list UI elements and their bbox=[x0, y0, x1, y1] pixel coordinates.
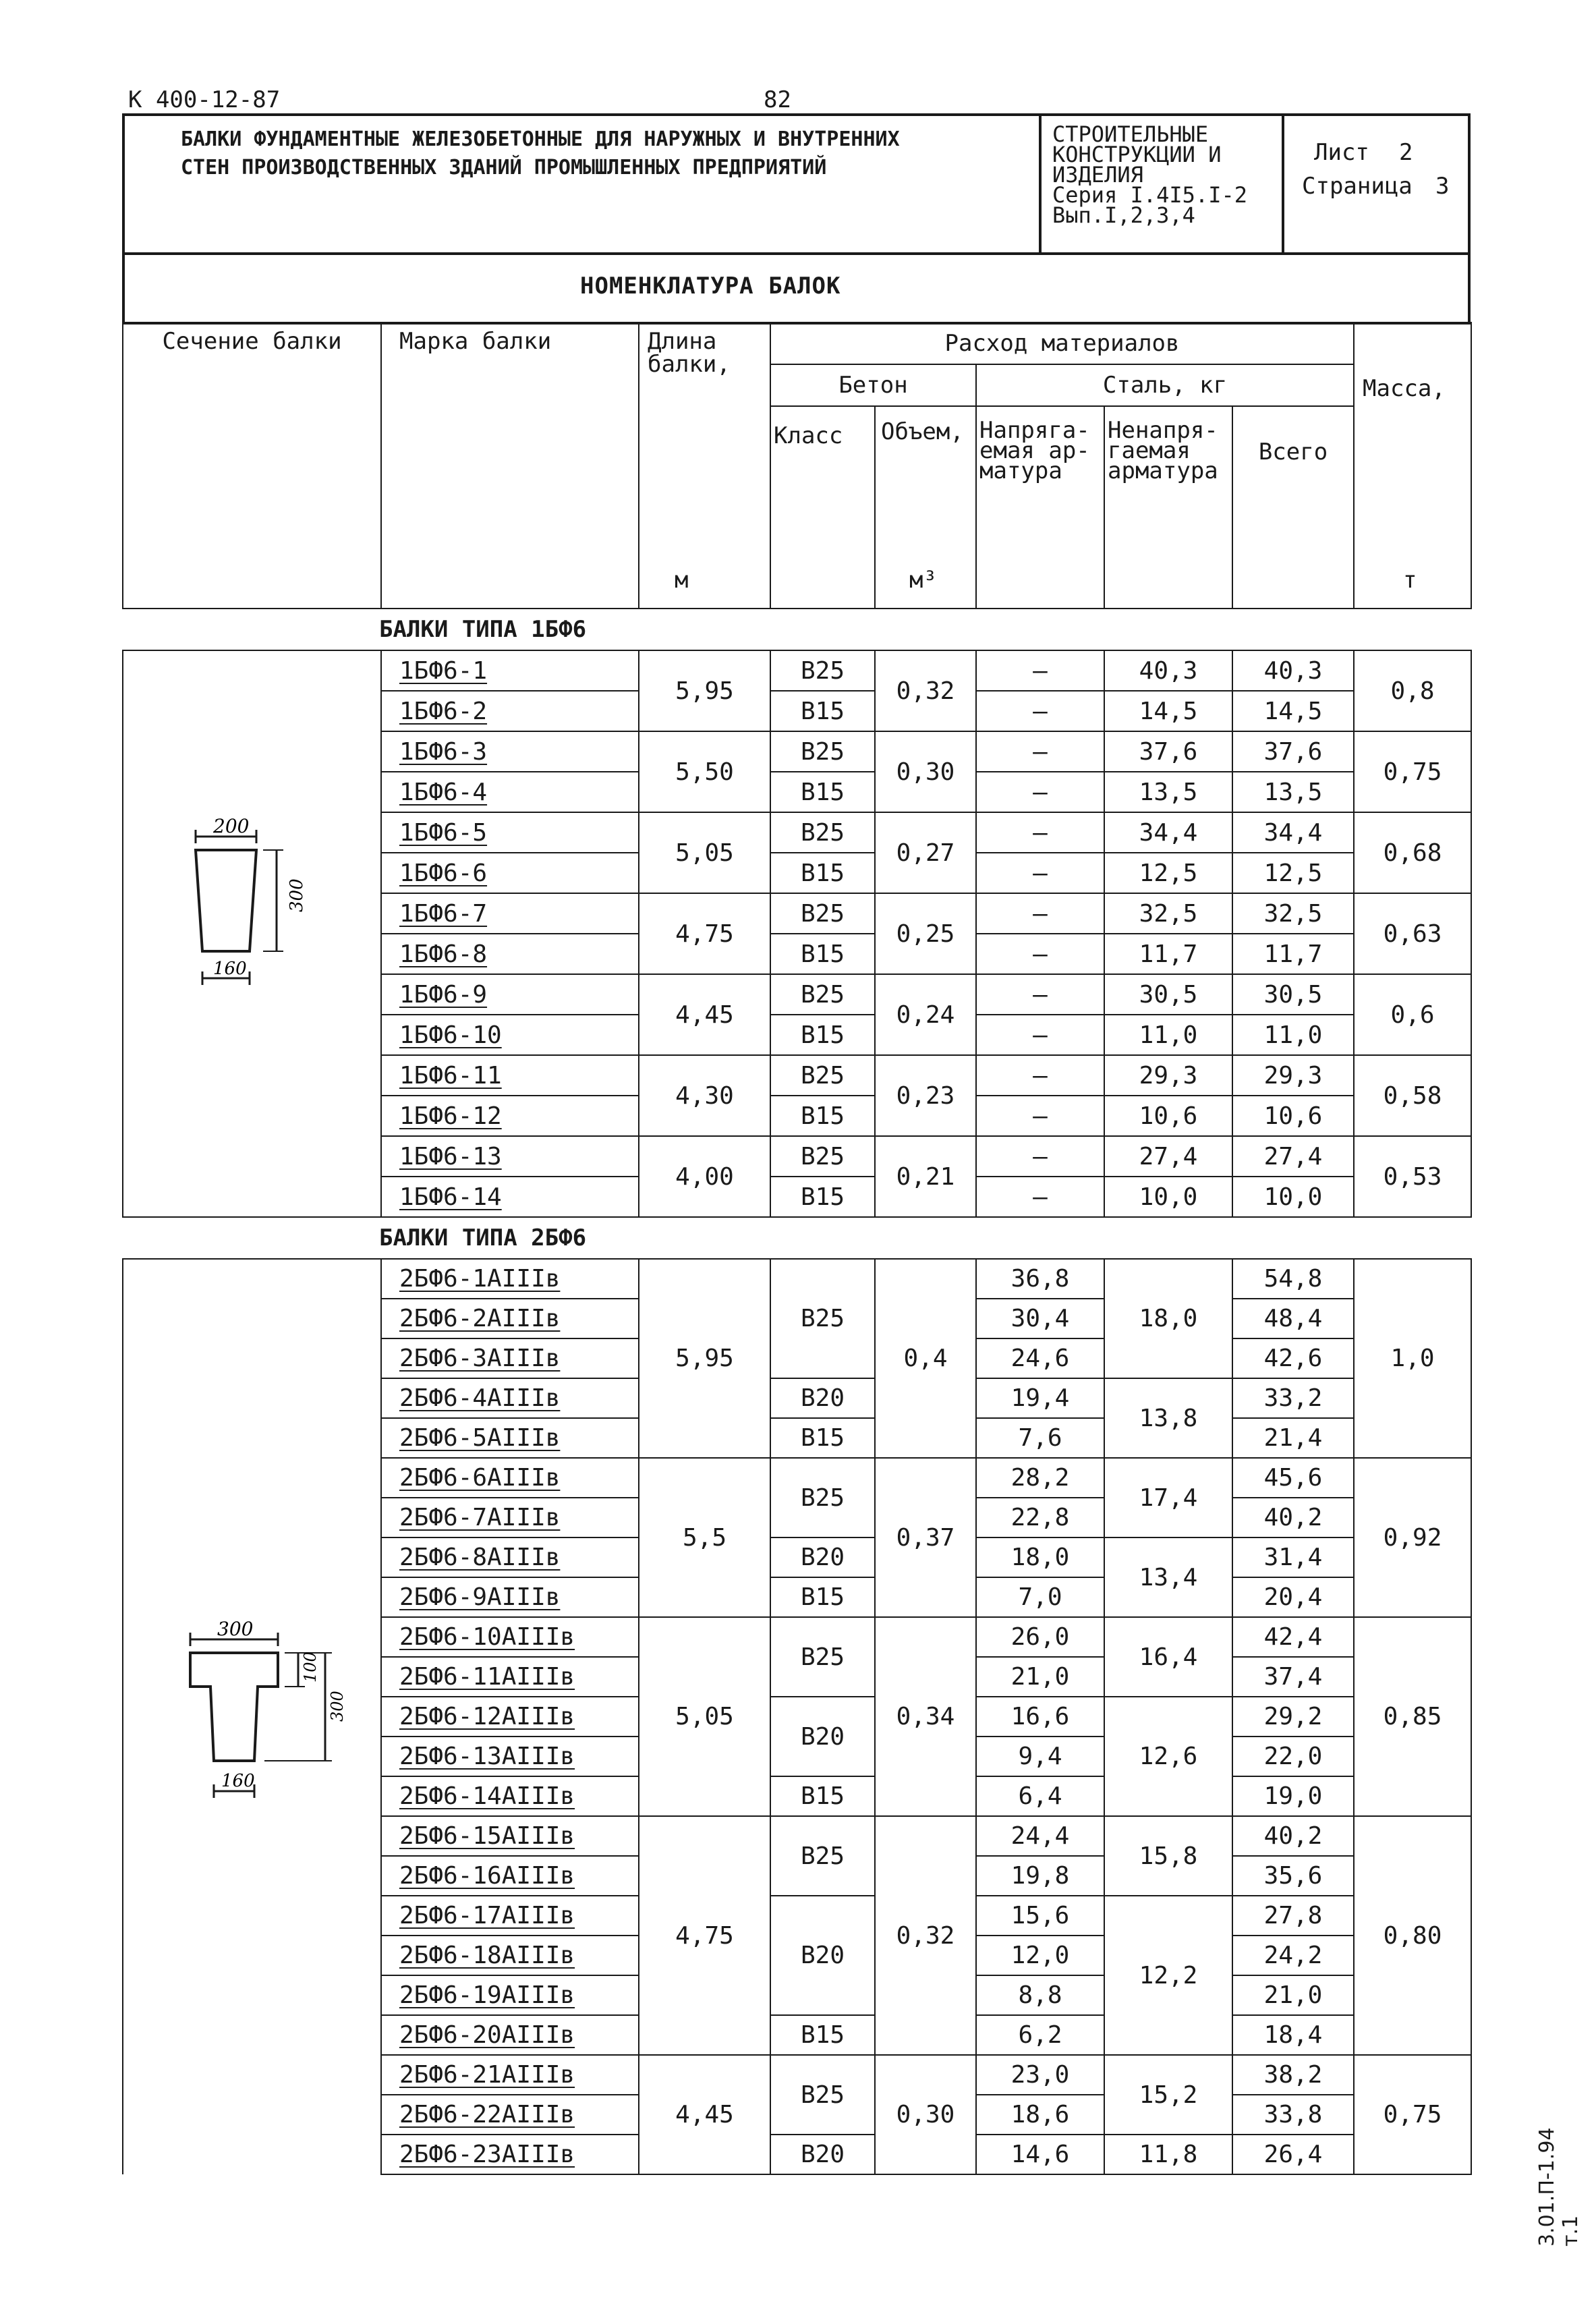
prestressed-steel: 30,4 bbox=[976, 1299, 1104, 1338]
non-prestressed-steel: 13,4 bbox=[1104, 1537, 1232, 1617]
concrete-class: B20 bbox=[770, 1896, 875, 2015]
prestressed-steel: 15,6 bbox=[976, 1896, 1104, 1936]
concrete-class: B15 bbox=[770, 1418, 875, 1458]
table-row bbox=[123, 650, 1471, 691]
prestressed-steel: — bbox=[976, 934, 1104, 974]
beam-mark: 1БФ6-4 bbox=[381, 772, 639, 812]
group-label-2bf6: БАЛКИ ТИПА 2БФ6 bbox=[123, 1217, 1471, 1259]
beam-length: 4,75 bbox=[639, 1816, 770, 2055]
category-line-1: СТРОИТЕЛЬНЫЕ bbox=[1052, 121, 1209, 147]
beam-length: 4,45 bbox=[639, 2055, 770, 2174]
beam-mark: 2БФ6-17АIIIв bbox=[381, 1896, 639, 1936]
table-row bbox=[123, 1259, 1471, 1299]
concrete-class: B25 bbox=[770, 893, 875, 934]
non-prestressed-steel: 14,5 bbox=[1104, 691, 1232, 731]
beam-mark: 1БФ6-11 bbox=[381, 1055, 639, 1096]
beam-mass: 0,75 bbox=[1354, 731, 1471, 812]
table-caption: НОМЕНКЛАТУРА БАЛОК bbox=[580, 273, 841, 300]
beam-length: 5,95 bbox=[639, 650, 770, 731]
beam-mark: 2БФ6-9АIIIв bbox=[381, 1577, 639, 1617]
beam-mark: 2БФ6-12АIIIв bbox=[381, 1697, 639, 1737]
header-section: Сечение балки bbox=[123, 322, 381, 609]
concrete-volume: 0,37 bbox=[875, 1458, 976, 1617]
beam-mark: 2БФ6-6АIIIв bbox=[381, 1458, 639, 1498]
title-divider-2 bbox=[1282, 113, 1284, 255]
concrete-class: B15 bbox=[770, 691, 875, 731]
section-drawing-1bf6 bbox=[182, 810, 317, 1025]
prestressed-steel: 28,2 bbox=[976, 1458, 1104, 1498]
prestressed-steel: 7,0 bbox=[976, 1577, 1104, 1617]
concrete-volume: 0,34 bbox=[875, 1617, 976, 1816]
header-mass-label: Масса, bbox=[1363, 375, 1446, 402]
prestressed-steel: 21,0 bbox=[976, 1657, 1104, 1697]
prestressed-steel: 14,6 bbox=[976, 2135, 1104, 2174]
steel-total: 29,3 bbox=[1232, 1055, 1354, 1096]
steel-total: 33,2 bbox=[1232, 1378, 1354, 1418]
category-line-4: Серия I.4I5.I-2 bbox=[1052, 182, 1247, 208]
group-label-row bbox=[123, 609, 1471, 650]
prestressed-steel: 18,0 bbox=[976, 1537, 1104, 1577]
non-prestressed-steel: 12,5 bbox=[1104, 853, 1232, 893]
non-prestressed-steel: 17,4 bbox=[1104, 1458, 1232, 1537]
steel-total: 10,6 bbox=[1232, 1096, 1354, 1136]
beam-mass: 0,92 bbox=[1354, 1458, 1471, 1617]
side-code: 3.01.П-1.94 т.1 bbox=[1535, 2127, 1583, 2247]
non-prestressed-steel: 16,4 bbox=[1104, 1617, 1232, 1697]
header-mass-unit: т bbox=[1403, 567, 1417, 594]
concrete-class: B15 bbox=[770, 2015, 875, 2055]
beam-length: 5,05 bbox=[639, 812, 770, 893]
steel-total: 40,3 bbox=[1232, 650, 1354, 691]
dim-height-1: 300 bbox=[287, 878, 307, 912]
beam-mark: 2БФ6-11АIIIв bbox=[381, 1657, 639, 1697]
beam-length: 5,05 bbox=[639, 1617, 770, 1816]
beam-mark: 1БФ6-1 bbox=[381, 650, 639, 691]
beam-mark: 2БФ6-16АIIIв bbox=[381, 1856, 639, 1896]
concrete-volume: 0,30 bbox=[875, 731, 976, 812]
prestressed-steel: 19,8 bbox=[976, 1856, 1104, 1896]
concrete-class: B25 bbox=[770, 974, 875, 1015]
beam-length: 4,75 bbox=[639, 893, 770, 974]
beam-mark: 2БФ6-23АIIIв bbox=[381, 2135, 639, 2174]
beam-mark: 1БФ6-13 bbox=[381, 1136, 639, 1177]
non-prestressed-steel: 34,4 bbox=[1104, 812, 1232, 853]
beam-mark: 2БФ6-15АIIIв bbox=[381, 1816, 639, 1856]
prestressed-steel: 18,6 bbox=[976, 2095, 1104, 2135]
steel-total: 29,2 bbox=[1232, 1697, 1354, 1737]
prestressed-steel: 19,4 bbox=[976, 1378, 1104, 1418]
header-total: Всего bbox=[1232, 406, 1354, 609]
prestressed-steel: — bbox=[976, 893, 1104, 934]
steel-total: 54,8 bbox=[1232, 1259, 1354, 1299]
header-length bbox=[639, 322, 770, 609]
dim-top-1: 200 bbox=[213, 815, 250, 837]
concrete-class: B15 bbox=[770, 1096, 875, 1136]
group-label-1bf6: БАЛКИ ТИПА 1БФ6 bbox=[123, 609, 1471, 650]
prestressed-steel: — bbox=[976, 1177, 1104, 1217]
concrete-volume: 0,25 bbox=[875, 893, 976, 974]
prestressed-steel: — bbox=[976, 974, 1104, 1015]
prestressed-steel: 23,0 bbox=[976, 2055, 1104, 2095]
steel-total: 34,4 bbox=[1232, 812, 1354, 853]
beam-mark: 2БФ6-5АIIIв bbox=[381, 1418, 639, 1458]
header-volume-unit: м³ bbox=[909, 567, 937, 594]
nomenclature-table bbox=[122, 322, 1472, 2175]
concrete-class: B25 bbox=[770, 1816, 875, 1896]
non-prestressed-steel: 12,2 bbox=[1104, 1896, 1232, 2055]
beam-mark: 2БФ6-7АIIIв bbox=[381, 1498, 639, 1537]
steel-total: 48,4 bbox=[1232, 1299, 1354, 1338]
beam-length: 4,30 bbox=[639, 1055, 770, 1136]
beam-mark: 2БФ6-8АIIIв bbox=[381, 1537, 639, 1577]
header-materials: Расход материалов bbox=[770, 322, 1354, 364]
beam-mark: 2БФ6-10АIIIв bbox=[381, 1617, 639, 1657]
prestressed-steel: 24,4 bbox=[976, 1816, 1104, 1856]
header-row-1 bbox=[123, 322, 1471, 364]
title-line-1: БАЛКИ ФУНДАМЕНТНЫЕ ЖЕЛЕЗОБЕТОННЫЕ ДЛЯ НАРУЖНЫХ И ВНУТРЕННИХ bbox=[181, 128, 900, 151]
prestressed-steel: 26,0 bbox=[976, 1617, 1104, 1657]
prestressed-steel: 24,6 bbox=[976, 1338, 1104, 1378]
concrete-class: B20 bbox=[770, 2135, 875, 2174]
beam-mass: 0,53 bbox=[1354, 1136, 1471, 1217]
non-prestressed-steel: 11,0 bbox=[1104, 1015, 1232, 1055]
beam-mark: 1БФ6-12 bbox=[381, 1096, 639, 1136]
concrete-class: B25 bbox=[770, 731, 875, 772]
beam-mark: 2БФ6-13АIIIв bbox=[381, 1737, 639, 1776]
prestressed-steel: — bbox=[976, 1096, 1104, 1136]
prestressed-steel: 6,2 bbox=[976, 2015, 1104, 2055]
non-prestressed-steel: 27,4 bbox=[1104, 1136, 1232, 1177]
steel-total: 14,5 bbox=[1232, 691, 1354, 731]
beam-length: 4,45 bbox=[639, 974, 770, 1055]
dim-height-2: 300 bbox=[328, 1691, 347, 1722]
prestressed-steel: — bbox=[976, 772, 1104, 812]
steel-total: 11,7 bbox=[1232, 934, 1354, 974]
beam-mark: 1БФ6-2 bbox=[381, 691, 639, 731]
header-length-unit: м bbox=[675, 567, 689, 594]
steel-total: 32,5 bbox=[1232, 893, 1354, 934]
concrete-class: B15 bbox=[770, 1577, 875, 1617]
concrete-class: B25 bbox=[770, 1458, 875, 1537]
beam-mark: 1БФ6-9 bbox=[381, 974, 639, 1015]
group-label-row bbox=[123, 1217, 1471, 1259]
steel-total: 21,0 bbox=[1232, 1975, 1354, 2015]
steel-total: 26,4 bbox=[1232, 2135, 1354, 2174]
beam-mass: 1,0 bbox=[1354, 1259, 1471, 1458]
steel-total: 27,8 bbox=[1232, 1896, 1354, 1936]
concrete-volume: 0,24 bbox=[875, 974, 976, 1055]
steel-total: 40,2 bbox=[1232, 1498, 1354, 1537]
steel-total: 11,0 bbox=[1232, 1015, 1354, 1055]
dim-top-2: 300 bbox=[217, 1618, 254, 1640]
steel-total: 21,4 bbox=[1232, 1418, 1354, 1458]
prestressed-steel: — bbox=[976, 1136, 1104, 1177]
header-mass bbox=[1354, 322, 1471, 609]
beam-mass: 0,85 bbox=[1354, 1617, 1471, 1816]
steel-total: 24,2 bbox=[1232, 1936, 1354, 1975]
prestressed-steel: — bbox=[976, 731, 1104, 772]
prestressed-steel: — bbox=[976, 1015, 1104, 1055]
non-prestressed-steel: 18,0 bbox=[1104, 1259, 1232, 1378]
steel-total: 42,4 bbox=[1232, 1617, 1354, 1657]
beam-mark: 1БФ6-6 bbox=[381, 853, 639, 893]
concrete-volume: 0,4 bbox=[875, 1259, 976, 1458]
beam-mass: 0,6 bbox=[1354, 974, 1471, 1055]
beam-mark: 2БФ6-22АIIIв bbox=[381, 2095, 639, 2135]
beam-mass: 0,80 bbox=[1354, 1816, 1471, 2055]
prestressed-steel: 12,0 bbox=[976, 1936, 1104, 1975]
non-prestressed-steel: 15,2 bbox=[1104, 2055, 1232, 2135]
beam-mass: 0,68 bbox=[1354, 812, 1471, 893]
beam-mark: 2БФ6-19АIIIв bbox=[381, 1975, 639, 2015]
non-prestressed-steel: 10,0 bbox=[1104, 1177, 1232, 1217]
prestressed-steel: 36,8 bbox=[976, 1259, 1104, 1299]
header-concrete: Бетон bbox=[770, 364, 976, 406]
non-prestressed-steel: 11,7 bbox=[1104, 934, 1232, 974]
steel-total: 40,2 bbox=[1232, 1816, 1354, 1856]
header-length-label: Длина балки, bbox=[648, 328, 731, 378]
prestressed-steel: 7,6 bbox=[976, 1418, 1104, 1458]
concrete-class: B25 bbox=[770, 1055, 875, 1096]
concrete-class: B25 bbox=[770, 2055, 875, 2135]
prestressed-steel: — bbox=[976, 812, 1104, 853]
prestressed-steel: 9,4 bbox=[976, 1737, 1104, 1776]
steel-total: 12,5 bbox=[1232, 853, 1354, 893]
concrete-class: B20 bbox=[770, 1697, 875, 1776]
non-prestressed-steel: 37,6 bbox=[1104, 731, 1232, 772]
concrete-volume: 0,23 bbox=[875, 1055, 976, 1136]
steel-total: 37,6 bbox=[1232, 731, 1354, 772]
header-volume-label: Объем, bbox=[881, 418, 964, 445]
header-prestressed: Напряга-емая ар-матура bbox=[976, 406, 1104, 609]
dim-flange-2: 100 bbox=[301, 1652, 320, 1683]
non-prestressed-steel: 32,5 bbox=[1104, 893, 1232, 934]
beam-mark: 1БФ6-14 bbox=[381, 1177, 639, 1217]
beam-mark: 1БФ6-5 bbox=[381, 812, 639, 853]
prestressed-steel: 16,6 bbox=[976, 1697, 1104, 1737]
steel-total: 18,4 bbox=[1232, 2015, 1354, 2055]
prestressed-steel: 6,4 bbox=[976, 1776, 1104, 1816]
page-number: 82 bbox=[764, 86, 791, 113]
beam-mass: 0,8 bbox=[1354, 650, 1471, 731]
beam-mark: 2БФ6-1АIIIв bbox=[381, 1259, 639, 1299]
concrete-class: B15 bbox=[770, 1015, 875, 1055]
category-line-5: Вып.I,2,3,4 bbox=[1052, 202, 1195, 228]
concrete-class: B15 bbox=[770, 1177, 875, 1217]
sheet-label: Лист bbox=[1314, 139, 1369, 166]
steel-total: 27,4 bbox=[1232, 1136, 1354, 1177]
non-prestressed-steel: 13,5 bbox=[1104, 772, 1232, 812]
concrete-volume: 0,32 bbox=[875, 650, 976, 731]
concrete-volume: 0,32 bbox=[875, 1816, 976, 2055]
concrete-class: B15 bbox=[770, 772, 875, 812]
beam-length: 5,5 bbox=[639, 1458, 770, 1617]
steel-total: 19,0 bbox=[1232, 1776, 1354, 1816]
category-line-2: КОНСТРУКЦИИ И bbox=[1052, 142, 1222, 167]
beam-length: 5,95 bbox=[639, 1259, 770, 1458]
concrete-class: B15 bbox=[770, 934, 875, 974]
concrete-class: B20 bbox=[770, 1378, 875, 1418]
steel-total: 13,5 bbox=[1232, 772, 1354, 812]
page-value: 3 bbox=[1435, 173, 1450, 200]
category-line-3: ИЗДЕЛИЯ bbox=[1052, 162, 1143, 188]
prestressed-steel: — bbox=[976, 1055, 1104, 1096]
concrete-volume: 0,21 bbox=[875, 1136, 976, 1217]
beam-mark: 1БФ6-10 bbox=[381, 1015, 639, 1055]
non-prestressed-steel: 30,5 bbox=[1104, 974, 1232, 1015]
steel-total: 35,6 bbox=[1232, 1856, 1354, 1896]
prestressed-steel: 8,8 bbox=[976, 1975, 1104, 2015]
prestressed-steel: — bbox=[976, 691, 1104, 731]
header-class: Класс bbox=[770, 406, 875, 609]
prestressed-steel: 22,8 bbox=[976, 1498, 1104, 1537]
steel-total: 22,0 bbox=[1232, 1737, 1354, 1776]
header-volume bbox=[875, 406, 976, 609]
non-prestressed-steel: 11,8 bbox=[1104, 2135, 1232, 2174]
prestressed-steel: — bbox=[976, 853, 1104, 893]
concrete-class: B25 bbox=[770, 1617, 875, 1697]
beam-length: 4,00 bbox=[639, 1136, 770, 1217]
title-divider-1 bbox=[1039, 113, 1042, 255]
steel-total: 45,6 bbox=[1232, 1458, 1354, 1498]
header-non-prestressed: Ненапря-гаемая арматура bbox=[1104, 406, 1232, 609]
beam-mark: 2БФ6-2АIIIв bbox=[381, 1299, 639, 1338]
beam-mark: 2БФ6-4АIIIв bbox=[381, 1378, 639, 1418]
document-code: К 400-12-87 bbox=[128, 86, 281, 113]
page-label: Страница bbox=[1302, 173, 1413, 200]
concrete-class: B15 bbox=[770, 853, 875, 893]
beam-mass: 0,63 bbox=[1354, 893, 1471, 974]
steel-total: 38,2 bbox=[1232, 2055, 1354, 2095]
beam-mark: 2БФ6-21АIIIв bbox=[381, 2055, 639, 2095]
sheet-value: 2 bbox=[1399, 139, 1413, 166]
beam-mass: 0,58 bbox=[1354, 1055, 1471, 1136]
steel-total: 33,8 bbox=[1232, 2095, 1354, 2135]
beam-mark: 1БФ6-7 bbox=[381, 893, 639, 934]
header-steel: Сталь, кг bbox=[976, 364, 1354, 406]
non-prestressed-steel: 15,8 bbox=[1104, 1816, 1232, 1896]
steel-total: 10,0 bbox=[1232, 1177, 1354, 1217]
prestressed-steel: — bbox=[976, 650, 1104, 691]
concrete-class: B25 bbox=[770, 650, 875, 691]
title-line-2: СТЕН ПРОИЗВОДСТВЕННЫХ ЗДАНИЙ ПРОМЫШЛЕННЫХ ПРЕДПРИЯТИЙ bbox=[181, 156, 827, 179]
non-prestressed-steel: 13,8 bbox=[1104, 1378, 1232, 1458]
beam-mark: 2БФ6-3АIIIв bbox=[381, 1338, 639, 1378]
concrete-volume: 0,30 bbox=[875, 2055, 976, 2174]
steel-total: 30,5 bbox=[1232, 974, 1354, 1015]
steel-total: 42,6 bbox=[1232, 1338, 1354, 1378]
header-mark: Марка балки bbox=[381, 322, 639, 609]
non-prestressed-steel: 29,3 bbox=[1104, 1055, 1232, 1096]
beam-length: 5,50 bbox=[639, 731, 770, 812]
non-prestressed-steel: 10,6 bbox=[1104, 1096, 1232, 1136]
concrete-class: B20 bbox=[770, 1537, 875, 1577]
dim-bottom-1: 160 bbox=[213, 959, 247, 979]
beam-mark: 1БФ6-3 bbox=[381, 731, 639, 772]
concrete-class: B15 bbox=[770, 1776, 875, 1816]
concrete-class: B25 bbox=[770, 812, 875, 853]
beam-mark: 2БФ6-18АIIIв bbox=[381, 1936, 639, 1975]
beam-mark: 1БФ6-8 bbox=[381, 934, 639, 974]
section-drawing-2bf6 bbox=[177, 1612, 352, 1835]
beam-mass: 0,75 bbox=[1354, 2055, 1471, 2174]
dim-bottom-2: 160 bbox=[221, 1771, 255, 1791]
beam-mark: 2БФ6-14АIIIв bbox=[381, 1776, 639, 1816]
steel-total: 31,4 bbox=[1232, 1537, 1354, 1577]
beam-mark: 2БФ6-20АIIIв bbox=[381, 2015, 639, 2055]
concrete-volume: 0,27 bbox=[875, 812, 976, 893]
non-prestressed-steel: 40,3 bbox=[1104, 650, 1232, 691]
steel-total: 20,4 bbox=[1232, 1577, 1354, 1617]
steel-total: 37,4 bbox=[1232, 1657, 1354, 1697]
concrete-class: B25 bbox=[770, 1136, 875, 1177]
concrete-class: B25 bbox=[770, 1259, 875, 1378]
non-prestressed-steel: 12,6 bbox=[1104, 1697, 1232, 1816]
